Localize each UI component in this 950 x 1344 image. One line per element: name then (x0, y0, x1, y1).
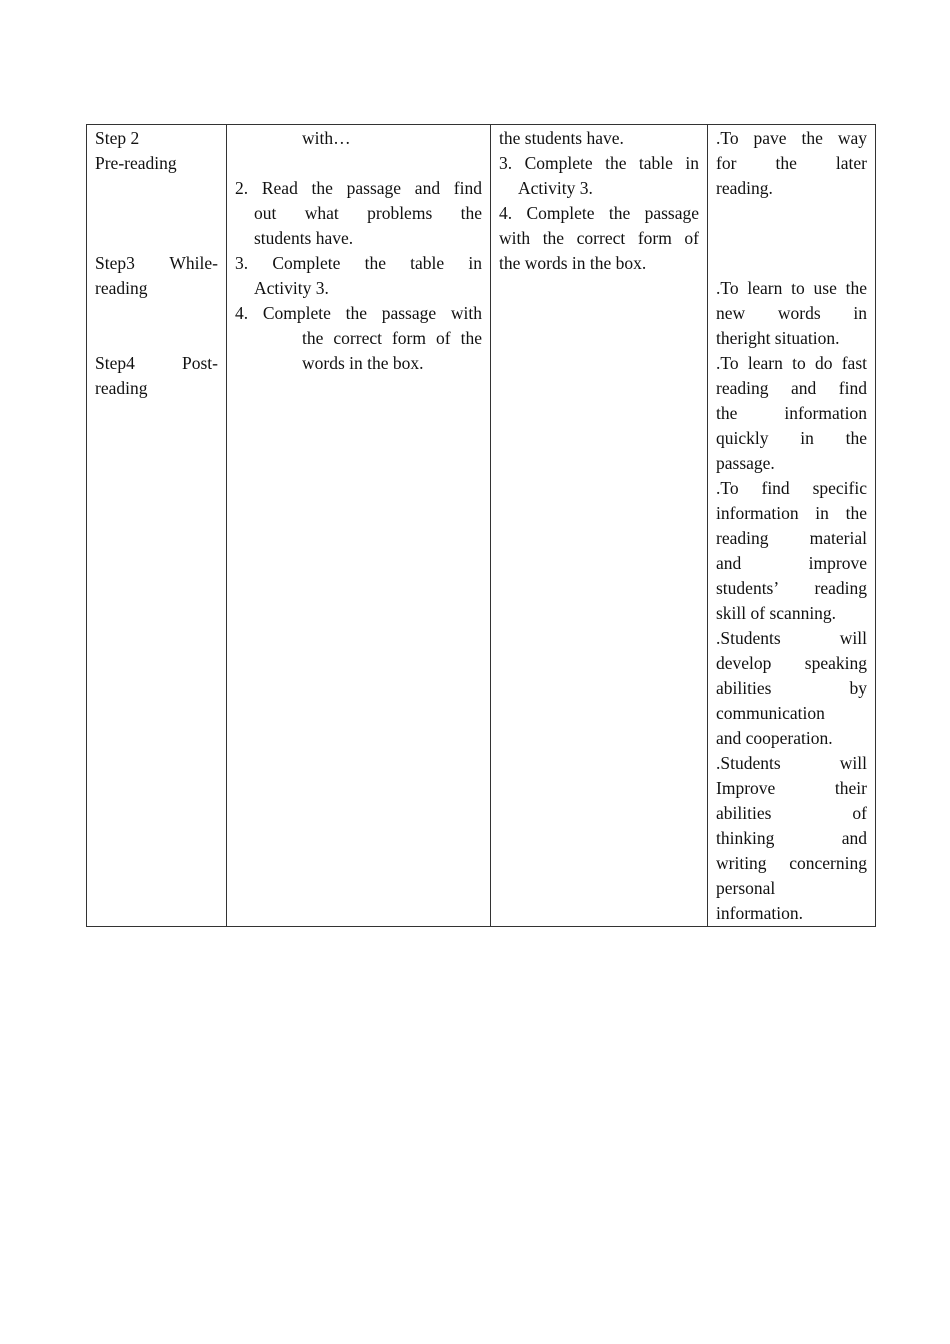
lesson-plan-table (86, 124, 876, 927)
student-line: 3. Complete the table in (499, 153, 699, 173)
teacher-line: with… (302, 128, 351, 148)
teacher-line: 4. Complete the passage with (235, 303, 482, 323)
step4-phase: Post- (182, 353, 218, 373)
purpose-line: reading. (716, 178, 773, 198)
teacher-line: 2. Read the passage and find (235, 178, 482, 198)
purpose-line: .To learn to do fast (716, 353, 867, 373)
purpose-line: reading and find (716, 378, 867, 398)
teacher-activities-cell (227, 125, 491, 927)
purpose-line: and improve (716, 553, 867, 573)
purpose-line: students’ reading (716, 578, 867, 598)
purpose-line: theright situation. (716, 328, 840, 348)
purpose-line: reading material (716, 528, 867, 548)
student-line: with the correct form of (499, 228, 699, 248)
purpose-line: Improve their (716, 778, 867, 798)
student-line: Activity 3. (518, 178, 593, 198)
purpose-line: information. (716, 903, 803, 923)
purpose-line: communication (716, 703, 825, 723)
purpose-line: writing concerning (716, 853, 867, 873)
purpose-line: .Students will (716, 628, 867, 648)
table-row (87, 125, 876, 927)
step3-subtitle: reading (95, 278, 148, 298)
steps-cell (87, 125, 227, 927)
purposes-cell (708, 125, 876, 927)
purpose-line: passage. (716, 453, 775, 473)
purpose-line: information in the (716, 503, 867, 523)
teacher-line: words in the box. (302, 353, 424, 373)
step2-title: Step 2 (95, 128, 140, 148)
purpose-line: new words in (716, 303, 867, 323)
student-line: 4. Complete the passage (499, 203, 699, 223)
teacher-line: 3. Complete the table in (235, 253, 482, 273)
student-activities-cell (491, 125, 708, 927)
step3-label: Step3 (95, 253, 135, 273)
teacher-line: the correct form of the (302, 328, 482, 348)
student-line: the words in the box. (499, 253, 647, 273)
step3-title (95, 251, 218, 276)
purpose-line: skill of scanning. (716, 603, 837, 623)
purpose-line: for the later (716, 153, 867, 173)
teacher-line: Activity 3. (254, 278, 329, 298)
purpose-line: .To learn to use the (716, 278, 867, 298)
student-line: the students have. (499, 128, 624, 148)
step2-subtitle: Pre-reading (95, 153, 177, 173)
step4-subtitle: reading (95, 378, 148, 398)
purpose-line: .To find specific (716, 478, 867, 498)
purpose-line: abilities by (716, 678, 867, 698)
purpose-line: personal (716, 878, 776, 898)
purpose-line: .To pave the way (716, 128, 867, 148)
step4-label: Step4 (95, 353, 135, 373)
step4-title (95, 351, 218, 376)
purpose-line: the information (716, 403, 867, 423)
purpose-line: thinking and (716, 828, 867, 848)
purpose-line: quickly in the (716, 428, 867, 448)
purpose-line: abilities of (716, 803, 867, 823)
step3-phase: While- (169, 253, 218, 273)
teacher-line: out what problems the (254, 203, 482, 223)
purpose-line: .Students will (716, 753, 867, 773)
teacher-line: students have. (254, 228, 354, 248)
purpose-line: develop speaking (716, 653, 867, 673)
purpose-line: and cooperation. (716, 728, 833, 748)
